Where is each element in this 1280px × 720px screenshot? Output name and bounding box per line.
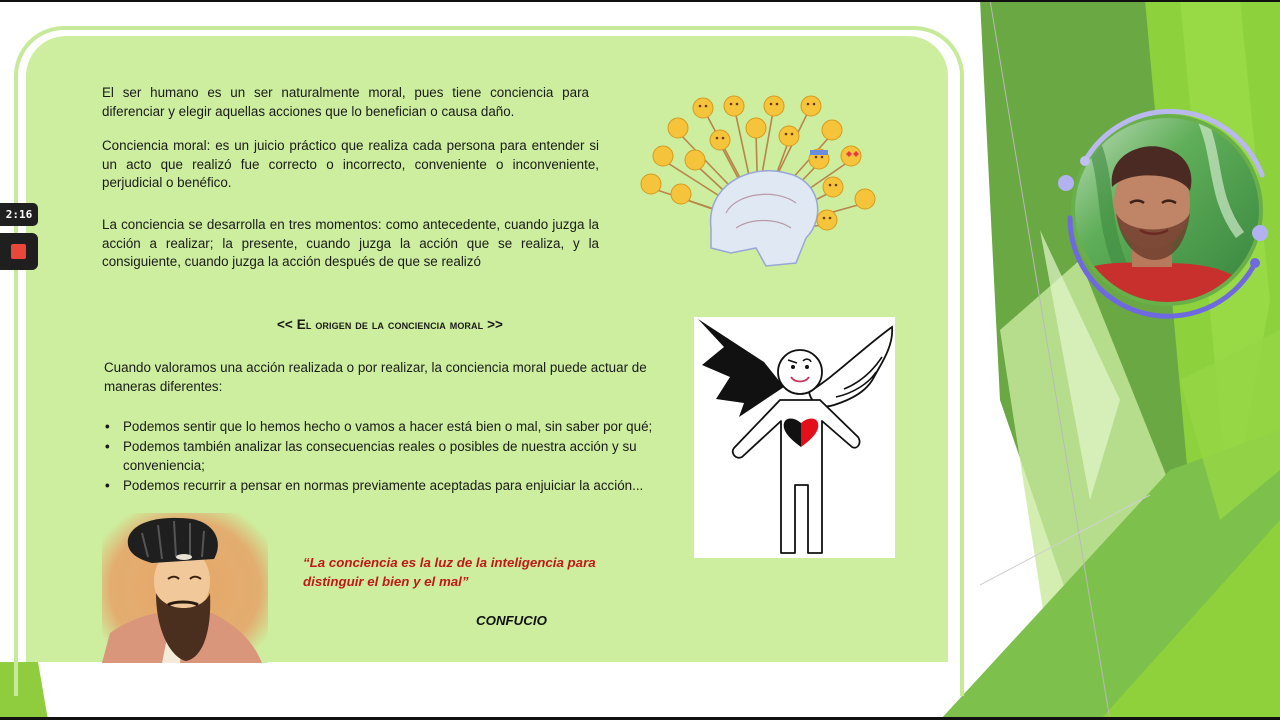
bullet-icon: • <box>105 477 110 493</box>
recording-timer: 2:16 <box>0 203 38 226</box>
bullet-item <box>104 476 679 496</box>
angel-devil-image <box>694 317 895 558</box>
section-heading: << El origen de la conciencia moral >> <box>276 317 504 332</box>
bullet-icon: • <box>105 419 110 434</box>
bullet-text: Podemos recurrir a pensar en normas previamente aceptadas para enjuiciar la acción... <box>123 477 644 493</box>
bullet-list <box>104 417 679 495</box>
moments-paragraph: La conciencia se desarrolla en tres momentos: como antecedente, cuando juzga la acción a realizar; la presente, cuando juzga la acción que se realiza, y la consiguiente, cuando juzga la acción después de que se realizó <box>102 217 599 269</box>
bullet-text: Podemos sentir que lo hemos hecho o vamos a hacer está bien o mal, sin saber por qué; <box>123 419 653 434</box>
confucius-portrait-image <box>102 513 268 663</box>
bullet-item <box>104 417 679 437</box>
intro-paragraph: El ser humano es un ser naturalmente moral, pues tiene conciencia para diferenciar y elegir aquellas acciones que lo benefician o causa daño. <box>102 85 589 119</box>
bullet-text: Podemos también analizar las consecuencias reales o posibles de nuestra acción y su conveniencia; <box>123 438 637 473</box>
stop-square-icon <box>11 244 26 259</box>
definition-paragraph: Conciencia moral: es un juicio práctico que realiza cada persona para entender si un acto que realizó fue correcto o incorrecto, conveniente o inconveniente, perjudicial o benéfico. <box>102 138 599 190</box>
bullet-icon: • <box>105 438 110 454</box>
quote-author: CONFUCIO <box>476 613 547 628</box>
section-intro-paragraph: Cuando valoramos una acción realizada o por realizar, la conciencia moral puede actuar de maneras diferentes: <box>104 360 647 394</box>
stop-recording-button[interactable] <box>0 233 38 270</box>
presenter-webcam <box>1050 95 1280 325</box>
brain-emotions-image <box>636 88 882 268</box>
quote-text: “La conciencia es la luz de la inteligencia para distinguir el bien y el mal” <box>303 555 596 589</box>
bullet-item <box>104 437 679 476</box>
top-border <box>0 0 1280 2</box>
